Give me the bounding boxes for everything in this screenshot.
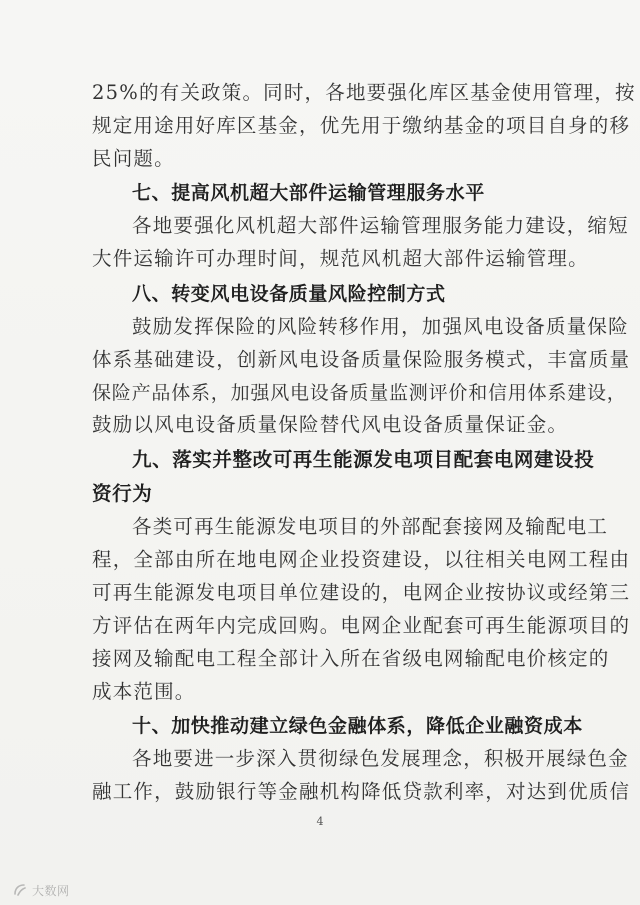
section-7-heading: 七、提高风机超大部件运输管理服务水平 — [132, 182, 485, 204]
body-line-21: 各地要进一步深入贯彻绿色发展理念，积极开展绿色金 — [132, 747, 629, 770]
body-line-22: 融工作，鼓励银行等金融机构降低贷款利率，对达到优质信 — [92, 780, 631, 803]
page-number: 4 — [316, 815, 324, 828]
section-10-heading: 十、加快推动建立绿色金融体系，降低企业融资成本 — [132, 715, 583, 737]
body-line-3: 民问题。 — [92, 147, 175, 170]
body-line-10: 保险产品体系，加强风电设备质量监测评价和信用体系建设， — [92, 382, 627, 404]
section-9-heading-cont: 资行为 — [92, 482, 153, 505]
body-line-5: 各地要强化风机超大部件运输管理服务能力建设，缩短 — [132, 214, 629, 237]
body-line-17: 方评估在两年内完成回购。电网企业配套可再生能源项目的 — [92, 614, 631, 637]
body-line-19: 成本范围。 — [92, 680, 196, 703]
watermark — [12, 880, 70, 900]
body-line-8: 鼓励发挥保险的风险转移作用，加强风电设备质量保险 — [132, 315, 629, 338]
section-8-heading: 八、转变风电设备质量风险控制方式 — [132, 283, 446, 305]
body-line-18: 接网及输配电工程全部计入所在省级电网输配电价核定的 — [92, 647, 610, 670]
section-9-heading: 九、落实并整改可再生能源发电项目配套电网建设投 — [132, 448, 595, 471]
body-line-6: 大件运输许可办理时间，规范风机超大部件运输管理。 — [92, 247, 589, 270]
body-line-15: 程，全部由所在地电网企业投资建设，以往相关电网工程由 — [92, 548, 631, 571]
body-line-2: 规定用途用好库区基金，优先用于缴纳基金的项目自身的移 — [92, 114, 631, 137]
body-line-14: 各类可再生能源发电项目的外部配套接网及输配电工 — [132, 515, 609, 538]
body-line-9: 体系基础建设，创新风电设备质量保险服务模式，丰富质量 — [92, 348, 631, 371]
watermark-logo-icon — [12, 882, 28, 898]
watermark-text: 大数网 — [32, 883, 70, 898]
body-line-1: 25%的有关政策。同时，各地要强化库区基金使用管理，按 — [92, 81, 636, 104]
body-line-11: 鼓励以风电设备质量保险替代风电设备质量保证金。 — [92, 413, 569, 436]
body-line-16: 可再生能源发电项目单位建设的，电网企业按协议或经第三 — [92, 581, 631, 604]
